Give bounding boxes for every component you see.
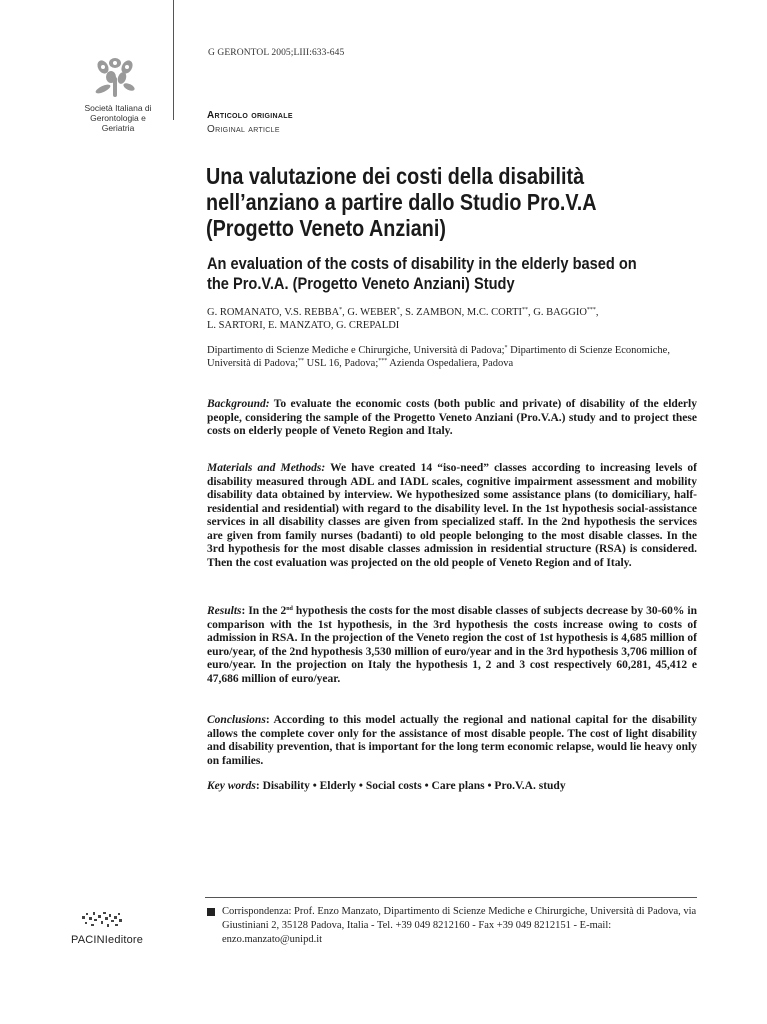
affiliation-text: USL 16, Padova; bbox=[303, 358, 379, 369]
affiliation-mark: ** bbox=[297, 358, 304, 364]
society-line: Geriatria bbox=[101, 123, 135, 133]
society-logo-icon bbox=[85, 53, 145, 101]
author-text: G. ROMANATO, V.S. REBBA bbox=[207, 307, 340, 318]
author-line bbox=[207, 306, 697, 319]
subtitle-line: An evaluation of the costs of disability in the elderly based on bbox=[207, 254, 637, 273]
affiliation-text: Dipartimento di Scienze Economiche, Università di Padova; bbox=[207, 345, 670, 369]
section-label: Key words bbox=[207, 780, 256, 792]
author-mark: ** bbox=[522, 307, 528, 313]
title-line: Una valutazione dei costi della disabilità bbox=[206, 163, 585, 189]
author-text: , S. ZAMBON, M.C. CORTI bbox=[399, 307, 522, 318]
publisher-logo-icon bbox=[80, 910, 124, 930]
society-line: Gerontologia e bbox=[90, 113, 146, 123]
footer-rule bbox=[205, 897, 697, 898]
journal-citation: G GERONTOL 2005;LIII:633-645 bbox=[208, 48, 345, 58]
article-type-english: Original article bbox=[207, 124, 280, 135]
section-label: Results bbox=[207, 605, 242, 617]
section-text: We have created 14 “iso-need” classes according to increasing levels of disability measured through ADL and IADL scales, cognitive impairment assessment and mobility disability data obtained by interview. We hypothesized some assistance plans (to domiciliary, half-residential and residential) with regard to the disability level. In the 1st hypothesis social-assistance services in all disability classes are given from specialized staff. In the 2nd hypothesis the services are given from family nurses (badanti) to old people belonging to the most disable classes. In the 3rd hypothesis for the most disable classes admission in residential structure (RSA) is considered. Then the cost evaluation was projected on the old people of Veneto Region and of Italy. bbox=[207, 462, 697, 569]
section-text: : According to this model actually the regional and national capital for the disability allows the complete cover only for the assistance of most disable people. The cost of light disability and disability prevention, that is important for the long term economic relapse, would lie heavy only on families. bbox=[207, 714, 697, 767]
affiliations bbox=[207, 344, 697, 370]
subtitle-line: the Pro.V.A. (Progetto Veneto Anziani) Study bbox=[207, 274, 515, 293]
title-line: (Progetto Veneto Anziani) bbox=[206, 215, 446, 241]
affiliation-text: Azienda Ospedaliera, Padova bbox=[387, 358, 514, 369]
author-text: , G. BAGGIO bbox=[528, 307, 587, 318]
publisher-name: PACINIeditore bbox=[71, 934, 144, 946]
abstract-results bbox=[207, 605, 697, 686]
author-mark: * bbox=[396, 307, 400, 313]
affiliation-text: Dipartimento di Scienze Mediche e Chirurgiche, Università di Padova; bbox=[207, 345, 505, 356]
correspondence-note: Corrispondenza: Prof. Enzo Manzato, Dipartimento di Scienze Mediche e Chirurgiche, Università di Padova, via Giustiniani 2, 35128 Padova, Italia - Tel. +39 049 8212160 - Fax +39 049 8212151 - E-mail: enzo.manzato@unipd.it bbox=[222, 906, 697, 945]
abstract-background bbox=[207, 398, 697, 439]
keywords-list: : Disability • Elderly • Social costs • Care plans • Pro.V.A. study bbox=[255, 780, 566, 792]
section-text: hypothesis the costs for the most disable classes of subjects decrease by 30-60% in comparison with the 1st hypothesis, in the 3rd hypothesis the costs increase owing to costs of admission in RSA. In the projection of the Veneto region the cost of 1st hypothesis is 4,685 million of euro/year, of the 2nd hypothesis 3,530 million of euro/year and in the 3rd hypothesis 3,706 million of euro/year. In the projection on Italy the hypothesis 1, 2 and 3 cost respectively 60,281, 45,412 e 47,686 million of euro/year. bbox=[207, 605, 697, 685]
author-text: , bbox=[595, 307, 599, 318]
abstract-conclusions bbox=[207, 714, 697, 768]
abstract-methods bbox=[207, 462, 697, 570]
affiliation-mark: *** bbox=[378, 358, 388, 364]
article-type-italian: Articolo originale bbox=[207, 110, 293, 121]
ordinal-suffix: nd bbox=[286, 606, 293, 612]
author-mark: * bbox=[339, 307, 343, 313]
author-list bbox=[207, 306, 697, 332]
author-text: , G. WEBER bbox=[342, 307, 397, 318]
keywords bbox=[207, 780, 697, 794]
section-label: Materials and Methods: bbox=[207, 462, 326, 474]
title-line: nell’anziano a partire dallo Studio Pro.V.A bbox=[206, 189, 597, 215]
section-text: : In the 2 bbox=[241, 605, 287, 617]
section-text: To evaluate the economic costs (both public and private) of disability of the elderly people, considering the sample of the Progetto Veneto Anziani (Pro.V.A.) study and to project these costs on elderly people of Veneto Region and Italy. bbox=[207, 398, 697, 437]
square-bullet-icon bbox=[207, 908, 215, 916]
article-subtitle bbox=[207, 254, 689, 294]
article-title bbox=[206, 163, 627, 241]
section-label: Conclusions bbox=[207, 714, 266, 726]
affiliation-mark: * bbox=[504, 345, 508, 351]
header-vertical-rule bbox=[173, 0, 174, 120]
section-label: Background: bbox=[207, 398, 270, 410]
author-line: L. SARTORI, E. MANZATO, G. CREPALDI bbox=[207, 320, 400, 331]
author-mark: *** bbox=[586, 307, 596, 313]
society-line: Società Italiana di bbox=[84, 103, 152, 113]
society-name bbox=[78, 103, 158, 133]
